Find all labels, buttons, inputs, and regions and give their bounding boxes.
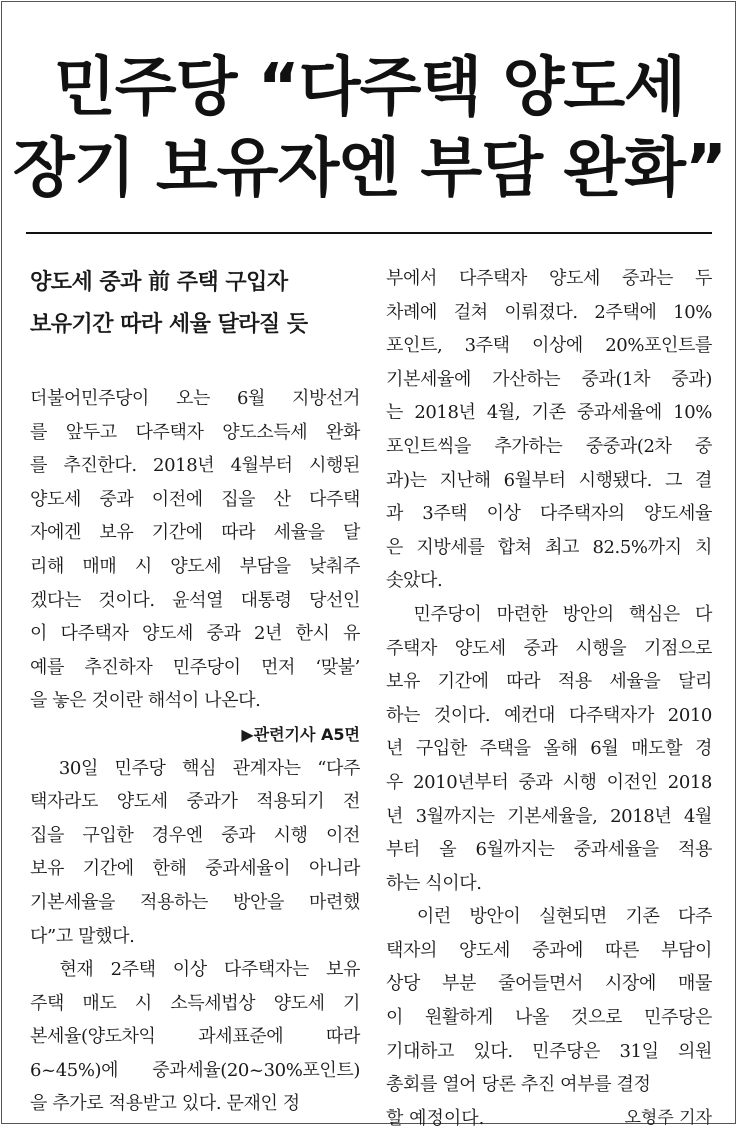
body-text-line: 상당 부분 줄어들면서 시장에 매물 — [386, 973, 712, 995]
body-text-line: 년 구입한 주택을 올해 6월 매도할 경 — [386, 738, 712, 760]
body-text-line: 집을 구입한 경우엔 중과 시행 이전 — [30, 824, 360, 846]
left-column-body-continued — [30, 752, 360, 1122]
body-text-line: 를 앞두고 다주택자 양도소득세 완화 — [30, 421, 360, 443]
left-column-body — [30, 382, 360, 718]
headline-line-1: 민주당 “다주택 양도세 — [53, 51, 686, 125]
body-text-line: 부터 올 6월까지는 중과세율을 적용 — [386, 839, 712, 861]
body-text-line: 주택자 양도세 중과 시행을 기점으로 — [386, 637, 712, 659]
headline-line-2: 장기 보유자엔 부담 완화” — [12, 132, 727, 206]
body-text-line: 주택 매도 시 소득세법상 양도세 기 — [30, 992, 360, 1014]
body-text-line: 년 3월까지는 기본세율을, 2018년 4월 — [386, 805, 712, 827]
related-article-link[interactable]: ▶관련기사 A5면 — [241, 724, 360, 744]
body-text-line: 양도세 중과 이전에 집을 산 다주택 — [30, 488, 360, 510]
body-text-line: 예를 추진하자 민주당이 먼저 ‘맞불’ — [30, 656, 360, 678]
body-text-line: 다”고 말했다. — [30, 925, 135, 947]
body-text-line: 기본세율을 적용하는 방안을 마련했 — [30, 891, 360, 913]
body-text-line: 민주당이 마련한 방안의 핵심은 다 — [386, 603, 712, 625]
body-text-line: 겠다는 것이다. 윤석열 대통령 당선인 — [30, 589, 360, 611]
headline-divider — [26, 232, 712, 234]
right-column — [386, 262, 712, 1135]
body-text-line: 차례에 걸쳐 이뤄졌다. 2주택에 10% — [386, 301, 712, 323]
body-text-line: 부에서 다주택자 양도세 중과는 두 — [386, 268, 712, 289]
body-text-line: 과)는 지난해 6월부터 시행됐다. 그 결 — [386, 469, 712, 491]
body-text-line: 는 2018년 4월, 기존 중과세율에 10% — [386, 402, 712, 424]
body-text-line: 택자라도 양도세 중과가 적용되기 전 — [30, 791, 360, 813]
body-text-line: 포인트, 3주택 이상에 20%포인트를 — [386, 335, 712, 357]
body-text-line: 은 지방세를 합쳐 최고 82.5%까지 치 — [386, 536, 712, 558]
body-text-line: 를 추진한다. 2018년 4월부터 시행된 — [30, 455, 360, 477]
body-text-line: 30일 민주당 핵심 관계자는 “다주 — [30, 757, 360, 779]
body-text-line: 기대하고 있다. 민주당은 31일 의원 — [386, 1040, 712, 1062]
subheadline — [30, 262, 360, 352]
body-text-line: 을 추가로 적용받고 있다. 문재인 정 — [30, 1093, 300, 1115]
body-text-line: 하는 것이다. 예컨대 다주택자가 2010 — [386, 704, 712, 726]
body-text-line: 현재 2주택 이상 다주택자는 보유 — [30, 959, 360, 981]
subheadline-line-1: 양도세 중과 前 주택 구입자 — [30, 270, 288, 295]
last-body-line: 할 예정이다. — [386, 1107, 485, 1129]
body-text-line: 보유 기간에 따라 적용 세율을 달리 — [386, 671, 712, 693]
subheadline-line-2: 보유기간 따라 세율 달라질 듯 — [30, 312, 308, 337]
closing-line-row — [386, 1102, 712, 1135]
body-text-line: 기본세율에 가산하는 중과(1차 중과) — [386, 368, 712, 390]
body-text-line: 우 2010년부터 중과 시행 이전인 2018 — [386, 771, 712, 793]
body-text-line: 과 3주택 이상 다주택자의 양도세율 — [386, 503, 712, 525]
body-text-line: 이 다주택자 양도세 중과 2년 한시 유 — [30, 623, 360, 645]
body-text-line: 더불어민주당이 오는 6월 지방선거 — [30, 388, 360, 409]
body-text-line: 6~45%)에 중과세율(20~30%포인트) — [30, 1059, 360, 1081]
body-text-line: 보유 기간에 한해 중과세율이 아니라 — [30, 858, 360, 880]
right-column-body — [386, 262, 712, 1102]
body-text-line: 자에겐 보유 기간에 따라 세율을 달 — [30, 522, 360, 544]
body-text-line: 총회를 열어 당론 추진 여부를 결정 — [386, 1074, 651, 1096]
body-text-line: 하는 식이다. — [386, 872, 482, 894]
body-text-line: 솟았다. — [386, 570, 443, 592]
body-text-line: 이 원활하게 나올 것으로 민주당은 — [386, 1007, 712, 1029]
left-column — [30, 262, 360, 1121]
body-text-line: 을 놓은 것이란 해석이 나온다. — [30, 690, 261, 712]
body-text-line: 본세율(양도차익 과세표준에 따라 — [30, 1026, 360, 1048]
body-text-line: 리해 매매 시 양도세 부담을 낮춰주 — [30, 555, 360, 577]
body-text-line: 이런 방안이 실현되면 기존 다주 — [386, 906, 712, 928]
byline: 오형주 기자 — [624, 1107, 712, 1128]
body-text-line: 포인트씩을 추가하는 중중과(2차 중 — [386, 435, 712, 457]
body-text-line: 택자의 양도세 중과에 따른 부담이 — [386, 939, 712, 961]
